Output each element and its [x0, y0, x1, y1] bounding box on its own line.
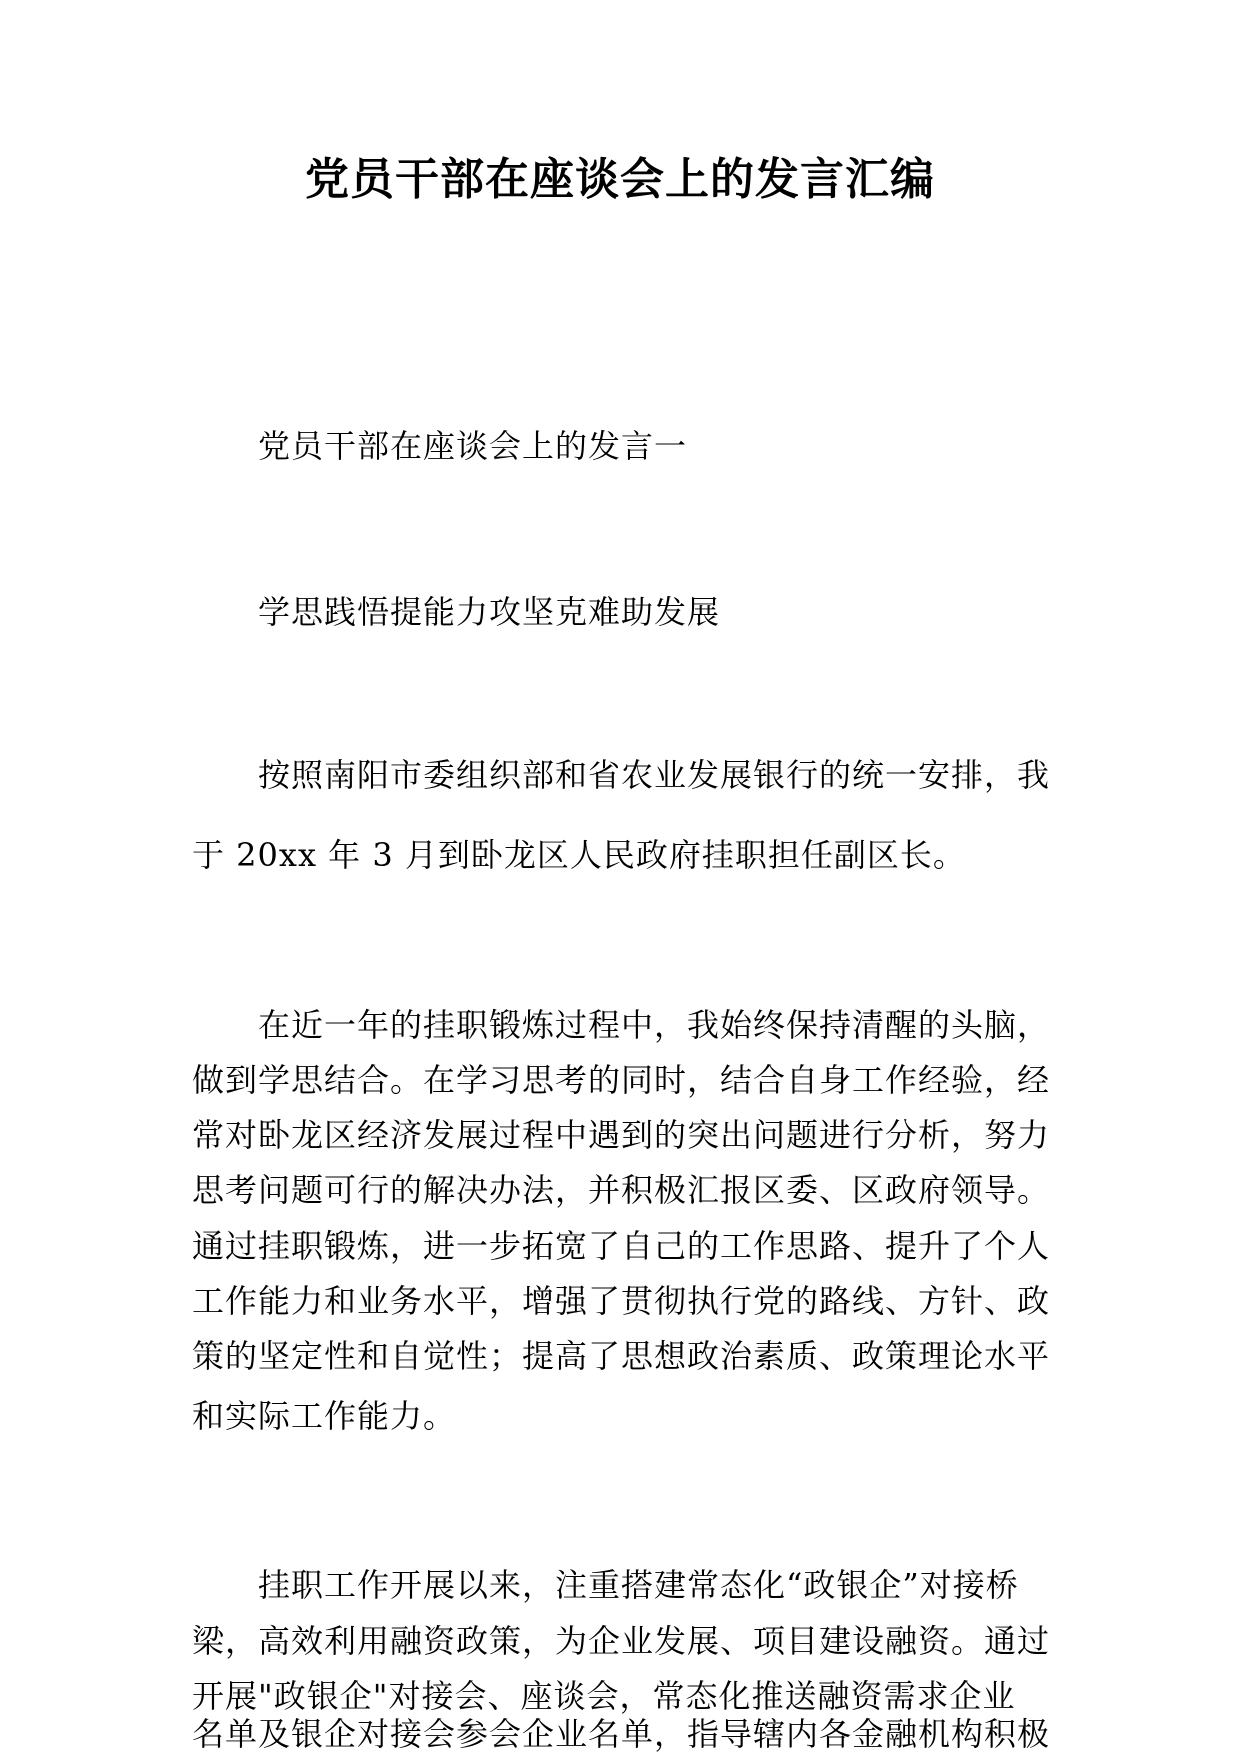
paragraph-line: 挂职工作开展以来，注重搭建常态化“政银企”对接桥: [258, 1566, 1019, 1604]
paragraph-line: 策的坚定性和自觉性；提高了思想政治素质、政策理论水平: [192, 1337, 1051, 1375]
document-title: 党员干部在座谈会上的发言汇编: [305, 154, 935, 205]
paragraph-line: 于 20xx 年 3 月到卧龙区人民政府挂职担任副区长。: [192, 836, 966, 874]
paragraph-line: 梁，高效利用融资政策，为企业发展、项目建设融资。通过: [192, 1622, 1051, 1660]
paragraph-line: 在近一年的挂职锻炼过程中，我始终保持清醒的头脑，: [258, 1006, 1051, 1044]
subtitle: 学思践悟提能力攻坚克难助发展: [258, 593, 721, 631]
paragraph-line: 开展"政银企"对接会、座谈会，常态化推送融资需求企业: [192, 1677, 1016, 1715]
paragraph-line: 和实际工作能力。: [192, 1397, 457, 1435]
paragraph-line: 思考问题可行的解决办法，并积极汇报区委、区政府领导。: [192, 1171, 1051, 1209]
paragraph-line: 常对卧龙区经济发展过程中遇到的突出问题进行分析，努力: [192, 1116, 1051, 1154]
paragraph-line: 工作能力和业务水平，增强了贯彻执行党的路线、方针、政: [192, 1282, 1051, 1320]
paragraph-line: 通过挂职锻炼，进一步拓宽了自己的工作思路、提升了个人: [192, 1227, 1051, 1265]
paragraph-line: 按照南阳市委组织部和省农业发展银行的统一安排，我: [258, 756, 1051, 794]
paragraph-line: 名单及银企对接会参会企业名单，指导辖内各金融机构积极: [192, 1715, 1051, 1753]
paragraph-line: 做到学思结合。在学习思考的同时，结合自身工作经验，经: [192, 1061, 1051, 1099]
section-heading: 党员干部在座谈会上的发言一: [258, 427, 688, 465]
